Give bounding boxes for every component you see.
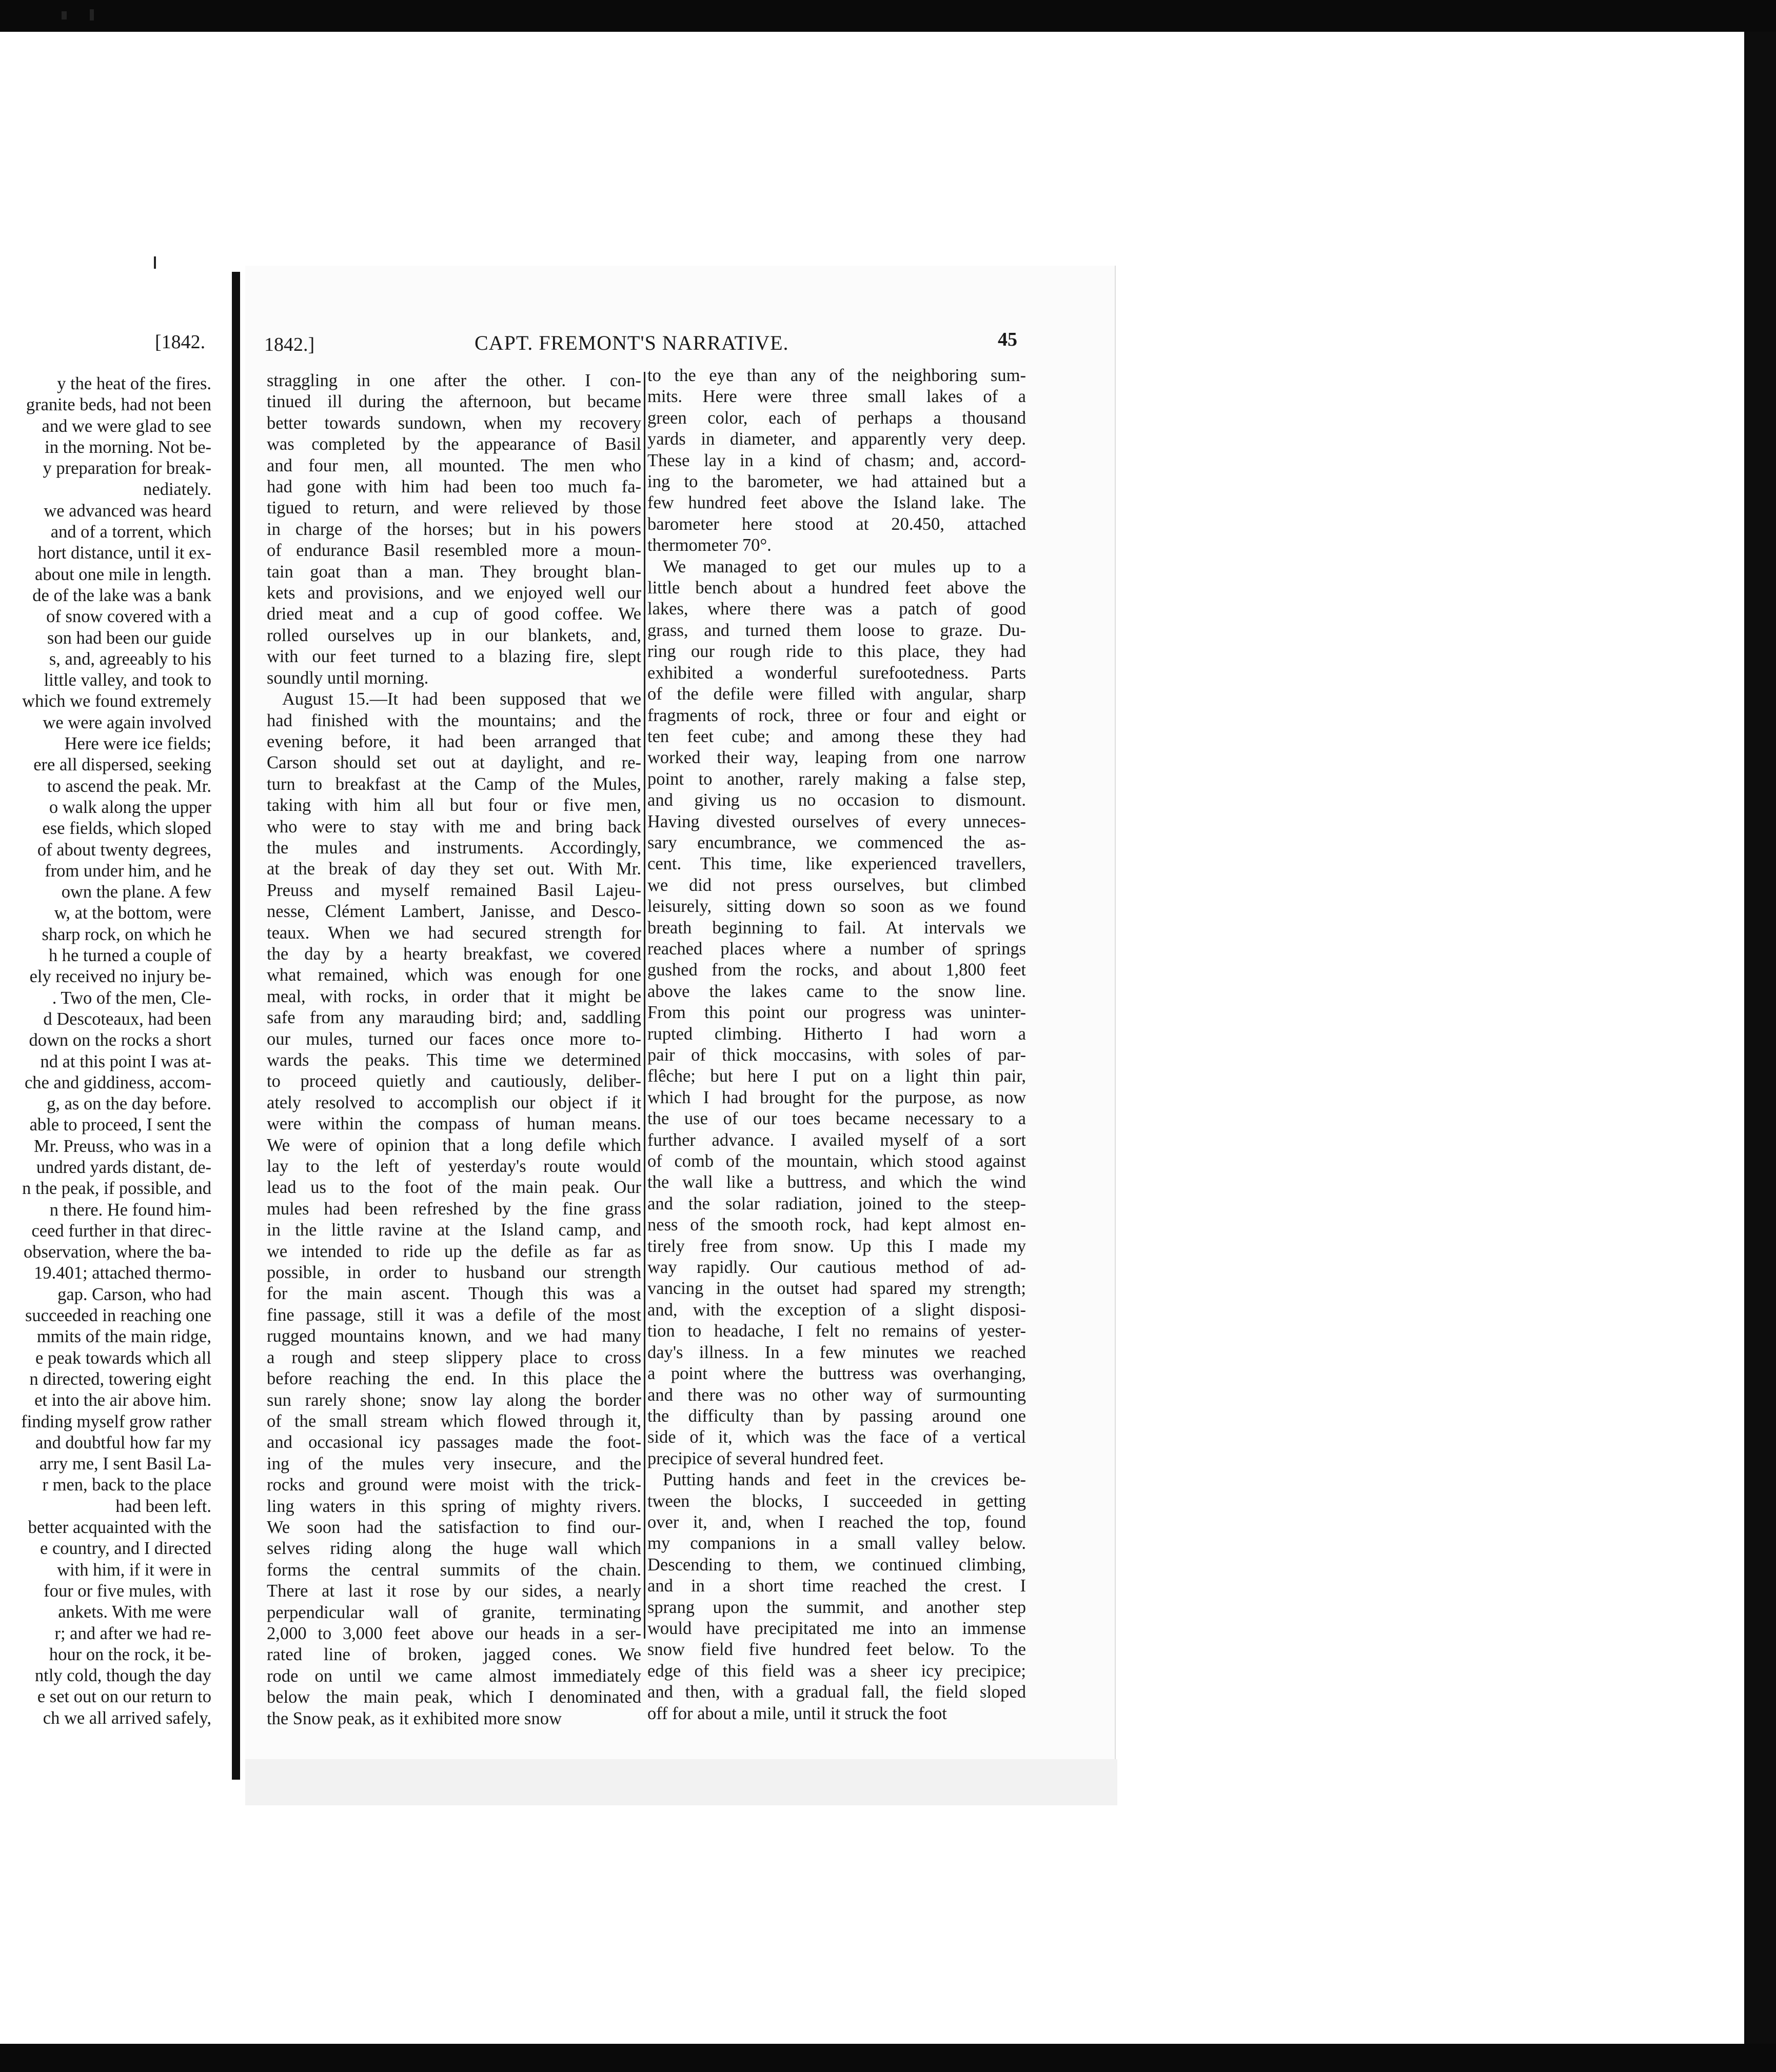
text-line: over it, and, when I reached the top, found — [647, 1512, 1026, 1532]
text-line: soundly until morning. — [267, 668, 429, 688]
text-line: tirely free from snow. Up this I made my — [647, 1236, 1026, 1256]
text-line: rugged mountains known, and we had many — [267, 1326, 641, 1346]
text-line: a rough and steep slippery place to cross — [267, 1347, 641, 1367]
text-line: ring our rough ride to this place, they had — [647, 642, 1026, 662]
text-line: e peak towards which all — [35, 1348, 211, 1368]
text-line: green color, each of perhaps a thousand — [647, 408, 1026, 428]
text-line: and we were glad to see — [42, 416, 211, 436]
text-line: ese fields, which sloped — [42, 819, 211, 839]
text-line: gap. Carson, who had — [57, 1284, 211, 1304]
text-line: These lay in a kind of chasm; and, accord- — [647, 450, 1026, 470]
text-line: ling waters in this spring of mighty rivers. — [267, 1496, 641, 1516]
text-line: y preparation for break- — [43, 459, 211, 479]
text-line: was completed by the appearance of Basil — [267, 434, 641, 454]
text-line: rocks and ground were moist with the trick- — [267, 1475, 641, 1495]
text-line: . Two of the men, Cle- — [52, 988, 211, 1008]
text-line: ately resolved to accomplish our object if it — [267, 1092, 641, 1112]
text-line: reached places where a number of springs — [647, 939, 1026, 959]
text-line: meal, with rocks, in order that it might be — [267, 986, 641, 1006]
text-line: and giving us no occasion to dismount. — [647, 790, 1026, 810]
scan-speck — [154, 256, 156, 269]
text-line: turn to breakfast at the Camp of the Mules, — [267, 774, 641, 794]
text-line: finding myself grow rather — [21, 1411, 211, 1431]
text-line: lay to the left of yesterday's route would — [267, 1157, 641, 1177]
text-line: n there. He found him- — [49, 1200, 211, 1220]
text-line: There at last it rose by our sides, a nearly — [267, 1581, 641, 1601]
text-line: Here were ice fields; — [64, 734, 211, 754]
text-line: n the peak, if possible, and — [22, 1179, 211, 1199]
text-line: side of it, which was the face of a vertical — [647, 1427, 1026, 1447]
text-line: ten feet cube; and among these they had — [647, 726, 1026, 746]
text-line: kets and provisions, and we enjoyed well our — [267, 583, 641, 603]
text-line: little bench about a hundred feet above the — [647, 578, 1026, 598]
text-line: we were again involved — [43, 712, 211, 732]
text-line: day's illness. In a few minutes we reached — [647, 1342, 1026, 1362]
text-line: which I had brought for the purpose, as now — [647, 1087, 1026, 1107]
text-line: lakes, where there was a patch of good — [647, 599, 1026, 619]
text-line: tain goat than a man. They brought blan- — [267, 562, 641, 582]
text-line: had been left. — [115, 1496, 211, 1516]
text-line: cent. This time, like experienced travellers, — [647, 854, 1026, 874]
text-line: the day by a hearty breakfast, we covered — [267, 944, 641, 964]
text-line: the Snow peak, as it exhibited more snow — [267, 1708, 562, 1728]
text-line: we advanced was heard — [44, 501, 211, 521]
text-line: 19.401; attached thermo- — [34, 1263, 211, 1283]
text-line: hour on the rock, it be- — [49, 1644, 211, 1664]
text-line: were within the compass of human means. — [267, 1114, 641, 1134]
text-line: r men, back to the place — [42, 1475, 211, 1495]
text-line: Having divested ourselves of every unneces- — [647, 811, 1026, 831]
text-line: had gone with him had been too much fa- — [267, 477, 641, 497]
text-line: our mules, turned our faces once more to- — [267, 1029, 641, 1049]
text-line: down on the rocks a short — [29, 1030, 211, 1050]
text-line: the use of our toes became necessary to a — [647, 1109, 1026, 1129]
text-line: undred yards distant, de- — [36, 1157, 211, 1177]
text-line: and of a torrent, which — [50, 522, 211, 542]
text-line: my companions in a small valley below. — [647, 1533, 1026, 1553]
text-line: we intended to ride up the defile as far as — [267, 1241, 641, 1261]
text-line: ely received no injury be- — [29, 967, 211, 987]
text-line: et into the air above him. — [34, 1390, 211, 1410]
text-line: hort distance, until it ex- — [37, 543, 211, 563]
text-line: and four men, all mounted. The men who — [267, 455, 641, 475]
middle-column — [267, 370, 641, 1729]
text-line: 2,000 to 3,000 feet above our heads in a ser- — [267, 1623, 641, 1643]
text-line: and there was no other way of surmounting — [647, 1385, 1026, 1405]
text-line: with our feet turned to a blazing fire, slept — [267, 647, 641, 667]
text-line: of endurance Basil resembled more a moun- — [267, 541, 641, 561]
text-line: ing to the barometer, we had attained but a — [647, 472, 1026, 492]
text-line: taking with him all but four or five men, — [267, 795, 641, 815]
text-line: de of the lake was a bank — [32, 585, 211, 605]
left-page-year: [1842. — [155, 331, 206, 353]
text-line: above the lakes came to the snow line. — [647, 981, 1026, 1001]
scan-speck — [62, 11, 67, 19]
text-line: had finished with the mountains; and the — [267, 710, 641, 730]
text-line: g, as on the day before. — [47, 1094, 211, 1114]
text-line: sun rarely shone; snow lay along the border — [267, 1390, 641, 1410]
text-line: From this point our progress was uninter- — [647, 1003, 1026, 1023]
text-line: selves riding along the huge wall which — [267, 1539, 641, 1559]
text-line: grass, and turned them loose to graze. Du- — [647, 620, 1026, 640]
text-line: wards the peaks. This time we determined — [267, 1050, 641, 1070]
text-line: point to another, rarely making a false step, — [647, 769, 1026, 789]
text-line: Putting hands and feet in the crevices be- — [663, 1470, 1026, 1490]
text-line: for the main ascent. Though this was a — [267, 1284, 641, 1304]
text-line: ere all dispersed, seeking — [33, 755, 211, 775]
running-title: CAPT. FREMONT'S NARRATIVE. — [475, 331, 789, 354]
text-line: able to proceed, I sent the — [29, 1115, 211, 1135]
text-line: and occasional icy passages made the foot- — [267, 1432, 641, 1452]
text-line: We were of opinion that a long defile which — [267, 1135, 641, 1155]
text-line: the mules and instruments. Accordingly, — [267, 838, 641, 858]
text-line: worked their way, leaping from one narrow — [647, 748, 1026, 768]
text-line: thermometer 70°. — [647, 535, 772, 555]
text-line: better towards sundown, when my recovery — [267, 413, 641, 433]
text-line: arry me, I sent Basil La- — [39, 1454, 211, 1474]
text-line: before reaching the end. In this place the — [267, 1369, 641, 1389]
text-line: gushed from the rocks, and about 1,800 feet — [647, 960, 1026, 980]
text-line: pair of thick moccasins, with soles of par- — [647, 1045, 1026, 1065]
text-line: way rapidly. Our cautious method of ad- — [647, 1258, 1026, 1278]
text-line: and in a short time reached the crest. I — [647, 1576, 1026, 1596]
text-line: y the heat of the fires. — [57, 374, 211, 393]
text-line: nd at this point I was at- — [40, 1051, 211, 1071]
text-line: to the eye than any of the neighboring sum- — [647, 366, 1026, 385]
text-line: ankets. With me were — [58, 1602, 211, 1622]
text-line: of comb of the mountain, which stood against — [647, 1151, 1026, 1171]
right-page-year: 1842.] — [264, 334, 315, 355]
top-border — [0, 0, 1776, 32]
text-line: four or five mules, with — [44, 1581, 211, 1601]
text-line: we did not press ourselves, but climbed — [647, 875, 1026, 895]
text-line: little valley, and took to — [44, 670, 211, 690]
text-line: e country, and I directed — [40, 1539, 211, 1559]
text-line: yards in diameter, and apparently very deep. — [647, 429, 1026, 449]
text-line: off for about a mile, until it struck the foot — [647, 1703, 947, 1723]
text-line: breath beginning to fail. At intervals we — [647, 918, 1026, 938]
text-line: in the little ravine at the Island camp, and — [267, 1220, 641, 1240]
page-number: 45 — [998, 329, 1017, 350]
text-line: che and giddiness, accom- — [24, 1072, 211, 1092]
text-line: of about twenty degrees, — [37, 840, 211, 860]
text-line: nesse, Clément Lambert, Janisse, and Desco- — [267, 902, 641, 922]
text-line: We managed to get our mules up to a — [663, 556, 1026, 576]
text-line: nediately. — [143, 480, 211, 500]
text-line: would have precipitated me into an immense — [647, 1618, 1026, 1638]
text-line: about one mile in length. — [35, 564, 211, 584]
text-line: and, with the exception of a slight disposi- — [647, 1300, 1026, 1320]
text-line: what remained, which was enough for one — [267, 965, 641, 985]
text-line: the wall like a buttress, and which the wind — [647, 1172, 1026, 1192]
text-line: leisurely, sitting down so soon as we found — [647, 896, 1026, 917]
left-page-column — [0, 373, 211, 1729]
text-line: ness of the smooth rock, had kept almost en- — [647, 1215, 1026, 1235]
text-line: vancing in the outset had spared my strength; — [647, 1279, 1026, 1299]
text-line: who were to stay with me and bring back — [267, 816, 641, 836]
text-line: perpendicular wall of granite, terminating — [267, 1602, 641, 1622]
column-rule — [644, 372, 645, 1639]
text-line: sprang upon the summit, and another step — [647, 1597, 1026, 1617]
text-line: w, at the bottom, were — [54, 903, 211, 923]
text-line: rupted climbing. Hitherto I had worn a — [647, 1024, 1026, 1044]
text-line: dried meat and a cup of good coffee. We — [267, 604, 641, 624]
text-line: ntly cold, though the day — [35, 1666, 211, 1686]
text-line: further advance. I availed myself of a sort — [647, 1130, 1026, 1150]
text-line: flêche; but here I put on a light thin pair, — [647, 1066, 1026, 1086]
text-line: r; and after we had re- — [54, 1623, 211, 1643]
text-line: mmits of the main ridge, — [36, 1327, 211, 1347]
text-line: a point where the buttress was overhanging, — [647, 1364, 1026, 1384]
text-line: edge of this field was a sheer icy precipice; — [647, 1661, 1026, 1681]
text-line: in the morning. Not be- — [45, 437, 211, 457]
text-line: We soon had the satisfaction to find our- — [267, 1517, 641, 1537]
text-line: exhibited a wonderful surefootedness. Parts — [647, 663, 1026, 683]
text-line: the difficulty than by passing around one — [647, 1406, 1026, 1426]
text-line: sary encumbrance, we commenced the as- — [647, 832, 1026, 852]
text-line: and the solar radiation, joined to the steep- — [647, 1193, 1026, 1213]
text-line: sharp rock, on which he — [42, 924, 211, 944]
text-line: from under him, and he — [45, 861, 211, 881]
text-line: rated line of broken, jagged cones. We — [267, 1645, 641, 1665]
book-spine — [232, 272, 240, 1780]
text-line: and then, with a gradual fall, the field sloped — [647, 1682, 1026, 1702]
right-column — [647, 365, 1026, 1724]
text-line: which we found extremely — [22, 691, 211, 711]
text-line: tion to headache, I felt no remains of yester- — [647, 1321, 1026, 1341]
text-line: straggling in one after the other. I con- — [267, 371, 641, 390]
text-line: rolled ourselves up in our blankets, and, — [267, 625, 641, 645]
text-line: e set out on our return to — [37, 1687, 211, 1707]
text-line: fragments of rock, three or four and eight or — [647, 705, 1026, 725]
text-line: forms the central summits of the chain. — [267, 1560, 641, 1580]
text-line: observation, where the ba- — [24, 1242, 211, 1262]
text-line: precipice of several hundred feet. — [647, 1448, 884, 1468]
page-edge-shadow — [245, 1759, 1117, 1805]
text-line: Preuss and myself remained Basil Lajeu- — [267, 880, 641, 900]
text-line: possible, in order to husband our strength — [267, 1263, 641, 1283]
text-line: son had been our guide — [47, 628, 211, 648]
text-line: snow field five hundred feet below. To the — [647, 1640, 1026, 1660]
text-line: s, and, agreeably to his — [49, 649, 211, 669]
text-line: of the defile were filled with angular, sharp — [647, 684, 1026, 704]
text-line: ing of the mules very insecure, and the — [267, 1453, 641, 1473]
text-line: tinued ill during the afternoon, but became — [267, 392, 641, 412]
text-line: tween the blocks, I succeeded in getting — [647, 1491, 1026, 1511]
text-line: safe from any marauding bird; and, saddling — [267, 1008, 641, 1028]
text-line: better acquainted with the — [28, 1518, 211, 1538]
text-line: of snow covered with a — [46, 607, 211, 627]
text-line: at the break of day they set out. With Mr. — [267, 859, 641, 879]
text-line: d Descoteaux, had been — [43, 1009, 211, 1029]
text-line: mules had been refreshed by the fine grass — [267, 1199, 641, 1219]
text-line: below the main peak, which I denominated — [267, 1687, 641, 1707]
text-line: rode on until we came almost immediately — [267, 1666, 641, 1686]
text-line: lead us to the foot of the main peak. Our — [267, 1178, 641, 1198]
text-line: August 15.—It had been supposed that we — [282, 689, 641, 709]
text-line: to ascend the peak. Mr. — [47, 776, 211, 796]
text-line: granite beds, had not been — [26, 395, 211, 415]
bottom-border — [0, 2044, 1776, 2072]
text-line: ceed further in that direc- — [31, 1221, 211, 1241]
text-line: to proceed quietly and cautiously, deliber- — [267, 1071, 641, 1091]
text-line: in charge of the horses; but in his powers — [267, 519, 641, 539]
text-line: succeeded in reaching one — [25, 1306, 211, 1326]
text-line: teaux. When we had secured strength for — [267, 923, 641, 943]
text-line: own the plane. A few — [61, 882, 211, 902]
text-line: barometer here stood at 20.450, attached — [647, 514, 1026, 534]
text-line: fine passage, still it was a defile of the most — [267, 1305, 641, 1325]
text-line: evening before, it had been arranged that — [267, 731, 641, 751]
text-line: with him, if it were in — [57, 1560, 211, 1580]
text-line: mits. Here were three small lakes of a — [647, 387, 1026, 407]
text-line: and doubtful how far my — [35, 1432, 211, 1452]
text-line: o walk along the upper — [49, 797, 211, 817]
text-line: Mr. Preuss, who was in a — [34, 1136, 211, 1156]
text-line: tigued to return, and were relieved by those — [267, 498, 641, 518]
text-line: Descending to them, we continued climbing, — [647, 1555, 1026, 1575]
text-line: few hundred feet above the Island lake. The — [647, 493, 1026, 513]
text-line: ch we all arrived safely, — [43, 1708, 211, 1728]
scan-speck — [90, 9, 94, 21]
right-border — [1744, 32, 1776, 2044]
text-line: n directed, towering eight — [29, 1369, 211, 1389]
text-line: Carson should set out at daylight, and re- — [267, 753, 641, 773]
text-line: h he turned a couple of — [48, 946, 211, 966]
text-line: of the small stream which flowed through it, — [267, 1411, 641, 1431]
